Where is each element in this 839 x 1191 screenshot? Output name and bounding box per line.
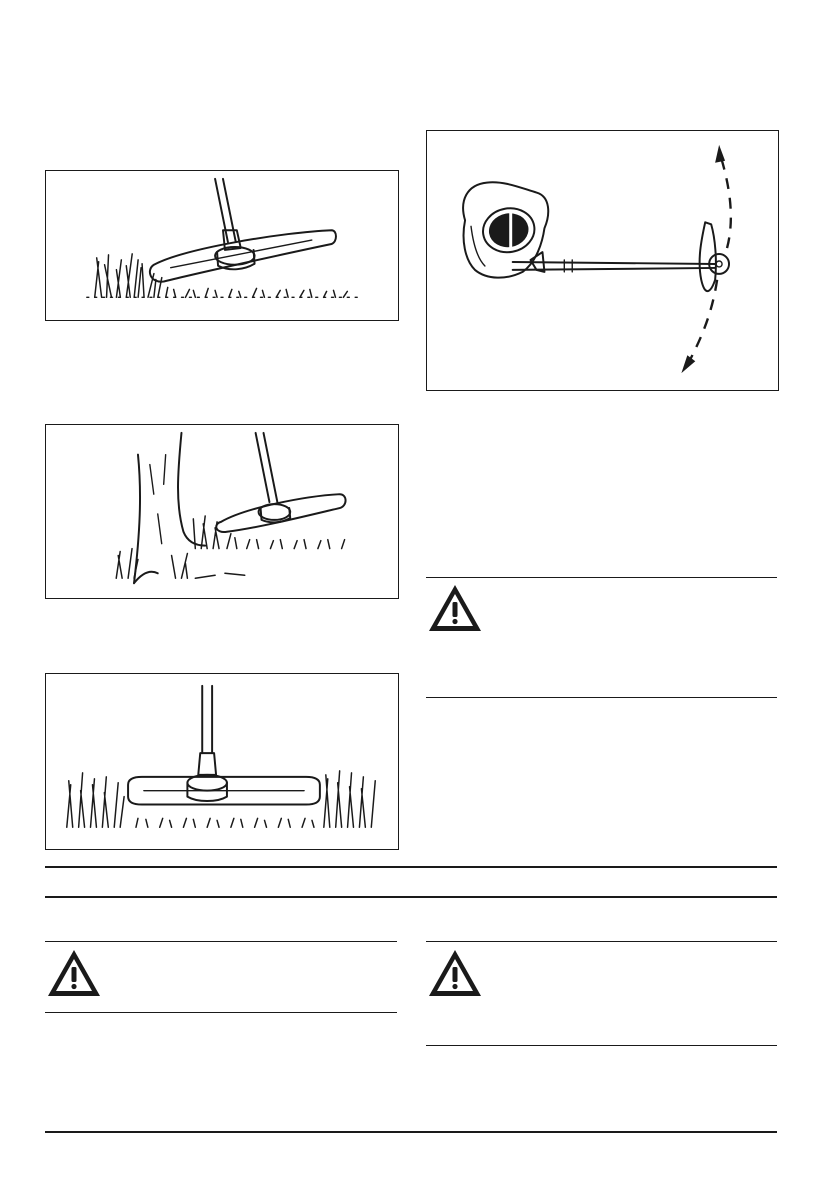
warning-left-bottom-rule: [45, 1012, 397, 1013]
figure-tree-trunk: [45, 424, 399, 599]
warning-triangle-icon: [45, 947, 103, 999]
grass-blade-tree-illustration: [46, 425, 398, 598]
section-heading: [45, 872, 777, 892]
figure-sweep-top-view: [426, 130, 779, 391]
warning-top-rule: [426, 577, 777, 578]
warning-right-top-rule: [426, 941, 777, 942]
warning-triangle-icon: [426, 947, 484, 999]
warning-right-bottom-rule: [426, 1045, 777, 1046]
grass-blade-level-illustration: [46, 674, 398, 849]
footer-rule: [45, 1131, 777, 1133]
section-top-rule: [45, 866, 777, 868]
section-bottom-rule: [45, 896, 777, 898]
figure-trimmer-angle: [45, 170, 399, 321]
warning-bottom-rule: [426, 697, 777, 698]
grass-blade-angle-illustration: [46, 171, 398, 320]
figure-level-cut: [45, 673, 399, 850]
warning-left-top-rule: [45, 941, 397, 942]
operator-sweep-top-view-illustration: [427, 131, 778, 390]
warning-triangle-icon: [426, 582, 484, 634]
